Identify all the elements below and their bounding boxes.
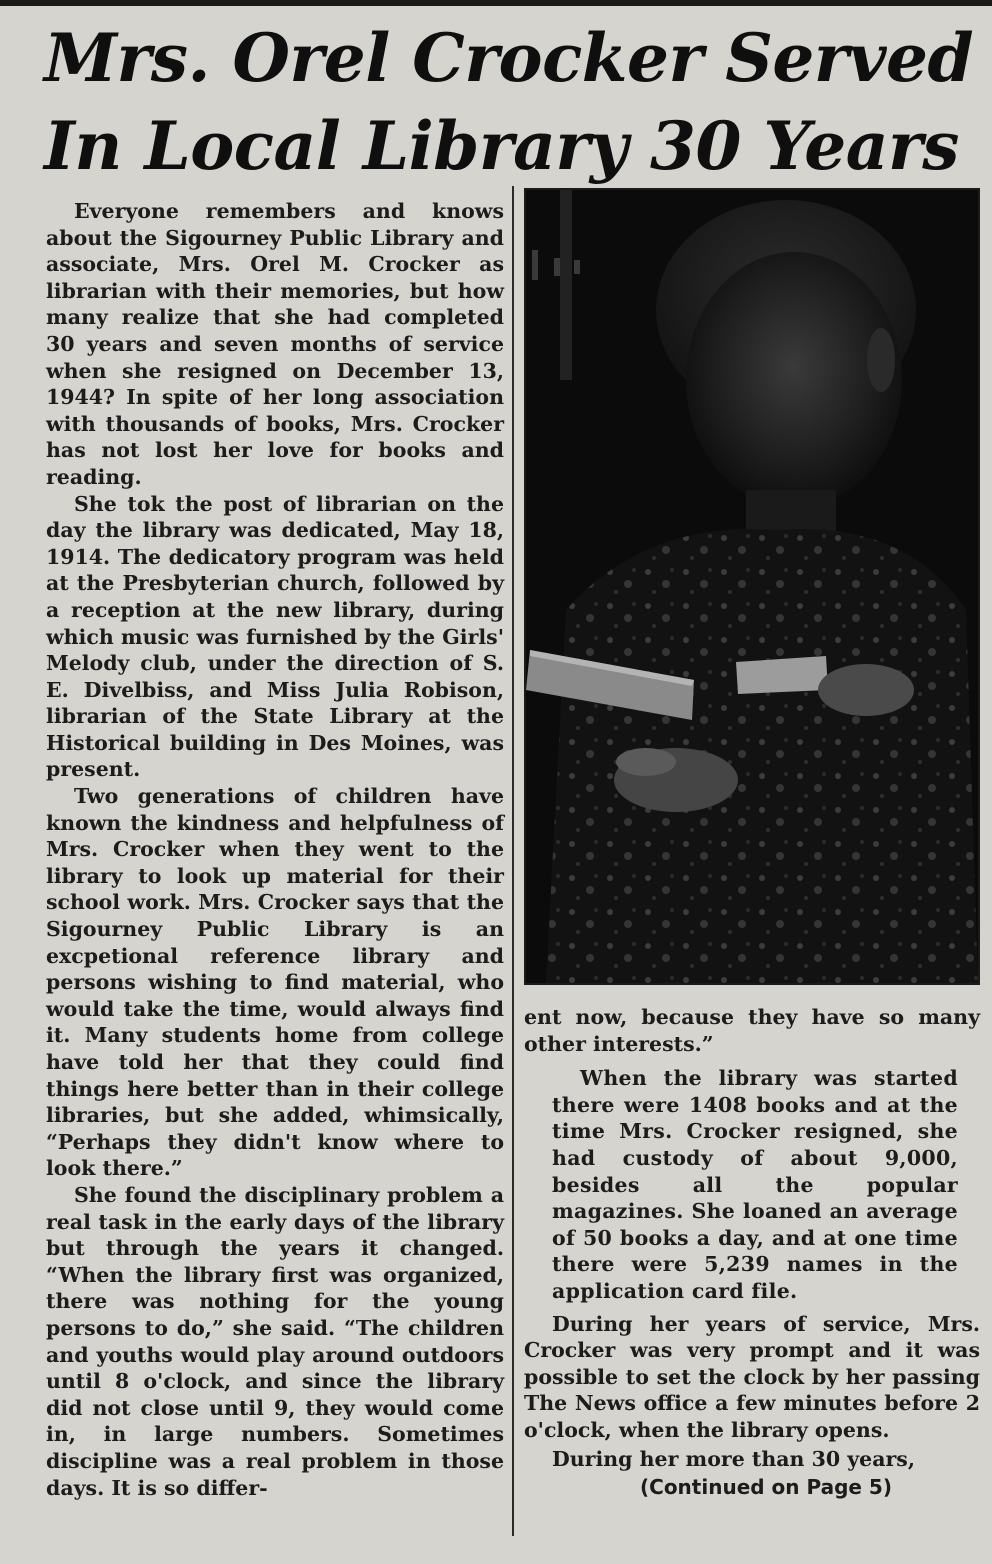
headline	[44, 14, 984, 190]
paragraph-intro: Everyone remembers and knows about the Sigourney Public Library and associate, Mrs. Orel M. Crocker as librarian with their memories, but how many realize that she had completed 30 years and seven months of service when she resigned on December 13, 1944? In spite of her long association with thousands of books, Mrs. Crocker has not lost her love for books and reading.	[46, 199, 504, 489]
paragraph-dedication: She tok the post of librarian on the day the library was dedicated, May 18, 1914. The dedicatory program was held at the Presbyterian church, followed by a reception at the new library, during which music was furnished by the Girls' Melody club, under the direction of S. E. Divelbiss, and Miss Julia Robison, librarian of the State Library at the Historical building in Des Moines, was present.	[46, 491, 504, 782]
column-divider	[512, 186, 514, 1536]
continued-on-page-note: (Continued on Page 5)	[640, 1475, 892, 1500]
top-rule	[0, 0, 992, 6]
paragraph-closing: During her more than 30 years,	[552, 1446, 915, 1471]
paragraph-punctuality: During her years of service, Mrs. Crocker was very prompt and it was possible to set the clock by her passing The News office a few minutes before 2 o'clock, when the library opens.	[524, 1311, 980, 1442]
paragraph-generations: Two generations of children have known the kindness and helpfulness of Mrs. Crocker when they went to the library to look up material for their school work. Mrs. Crocker says that the Sigourney Public Library is an excpetional reference library and persons wishing to find material, who would take the time, would always find it. Many students home from college have told her that they could find things here better than in their college libraries, but she added, whimsically, “Perhaps they didn't know where to look there.”	[46, 784, 504, 1181]
headline-line-2: In Local Library 30 Years	[44, 107, 959, 185]
headline-line-1: Mrs. Orel Crocker Served	[44, 19, 974, 97]
paragraph-continuation: ent now, because they have so many other interests.”	[524, 1005, 980, 1056]
portrait-photo	[524, 188, 980, 985]
article-left-column	[46, 198, 504, 1501]
article-right-column	[524, 1004, 980, 1501]
paragraph-discipline: She found the disciplinary problem a real task in the early days of the library but through the years it changed. “When the library first was organized, there was nothing for the young persons to do,” she said. “The children and youths would play around outdoors until 8 o'clock, and since the library did not close until 9, they would come in, in large numbers. Sometimes discipline was a real problem in those days. It is so differ-	[46, 1182, 504, 1500]
paragraph-book-statistics: When the library was started there were 1408 books and at the time Mrs. Crocker resigned, she had custody of about 9,000, besides all the popular magazines. She loaned an average of 50 books a day, and at one time there were 5,239 names in the application card file.	[552, 1066, 958, 1303]
